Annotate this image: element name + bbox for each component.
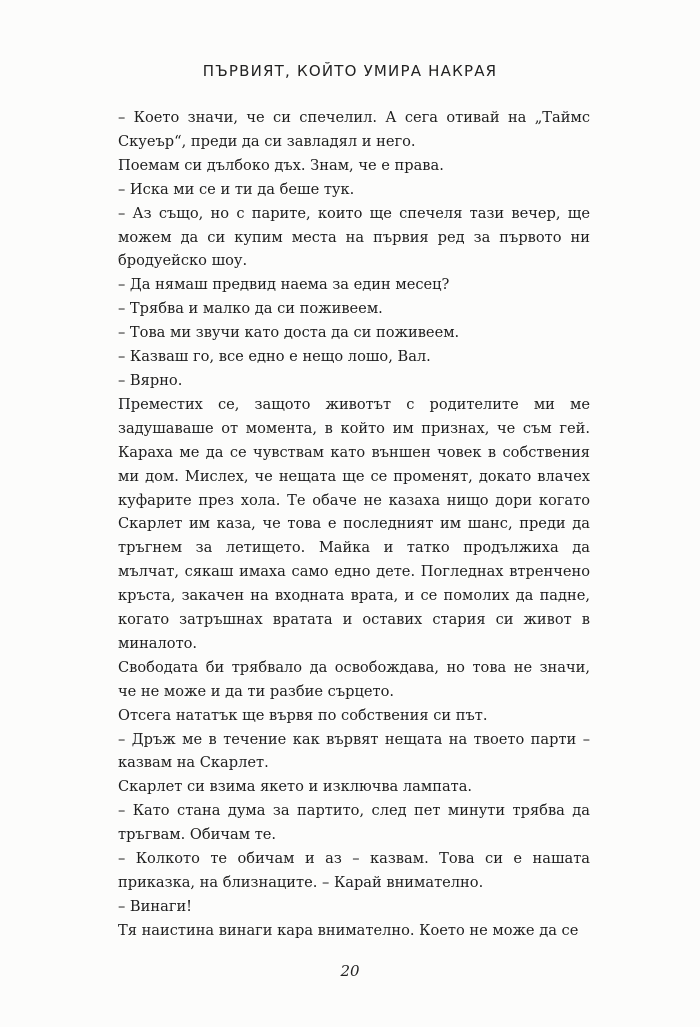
paragraph: – Вярно. xyxy=(118,371,183,389)
paragraph: Отсега нататък ще вървя по собствения си път. xyxy=(118,706,488,724)
paragraph: – Трябва и малко да си поживеем. xyxy=(118,300,383,318)
page-number: 20 xyxy=(340,962,360,980)
paragraph: – Аз също, но с парите, които ще спечеля тази вечер, ще можем да си купим места на първия ред за първото ни бродуейско шоу. xyxy=(118,204,590,270)
running-head: ПЪРВИЯТ, КОЙТО УМИРА НАКРАЯ xyxy=(202,62,498,80)
paragraph: – Казваш го, все едно е нещо лошо, Вал. xyxy=(118,348,431,366)
paragraph: Преместих се, защото животът с родителите ми ме задушаваше от момента, в който им признах, че съм гей. Караха ме да се чувствам като външен човек в собствения ми дом. Мислех, че нещата ще се променят, докато влачех куфарите през хола. Те обаче не казаха нищо дори когато Скарлет им каза, че това е последният им шанс, преди да тръгнем за летището. Майка и татко продължиха да мълчат, сякаш имаха само едно дете. Погледнах втренчено кръста, закачен на входната врата, и се помолих да падне, когато затръшнах вратата и оставих стария си живот в миналото. xyxy=(118,395,590,652)
paragraph: – Като стана дума за партито, след пет минути трябва да тръгвам. Обичам те. xyxy=(118,802,590,844)
paragraph: – Иска ми се и ти да беше тук. xyxy=(118,180,355,198)
paragraph: – Колкото те обичам и аз – казвам. Това си е нашата приказка, на близнаците. – Карай внимателно. xyxy=(118,850,590,891)
paragraph: – Винаги! xyxy=(118,897,193,915)
paragraph: – Дръж ме в течение как вървят нещата на твоето парти – казвам на Скарлет. xyxy=(118,730,590,772)
paragraph: – Да нямаш предвид наема за един месец? xyxy=(118,276,450,294)
paragraph: Скарлет си взима якето и изключва лампата. xyxy=(118,778,473,796)
paragraph: – Което значи, че си спечелил. А сега отивай на „Таймс Скуеър“, преди да си завладял и него. xyxy=(118,109,590,150)
paragraph: Свободата би трябвало да освобождава, но това не значи, че не може и да ти разбие сърцето. xyxy=(118,658,590,700)
paragraph: – Това ми звучи като доста да си поживеем. xyxy=(118,324,460,342)
paragraph: Тя наистина винаги кара внимателно. Което не може да се xyxy=(118,921,579,939)
paragraph: Поемам си дълбоко дъх. Знам, че е права. xyxy=(118,156,444,174)
body-text xyxy=(118,106,590,943)
